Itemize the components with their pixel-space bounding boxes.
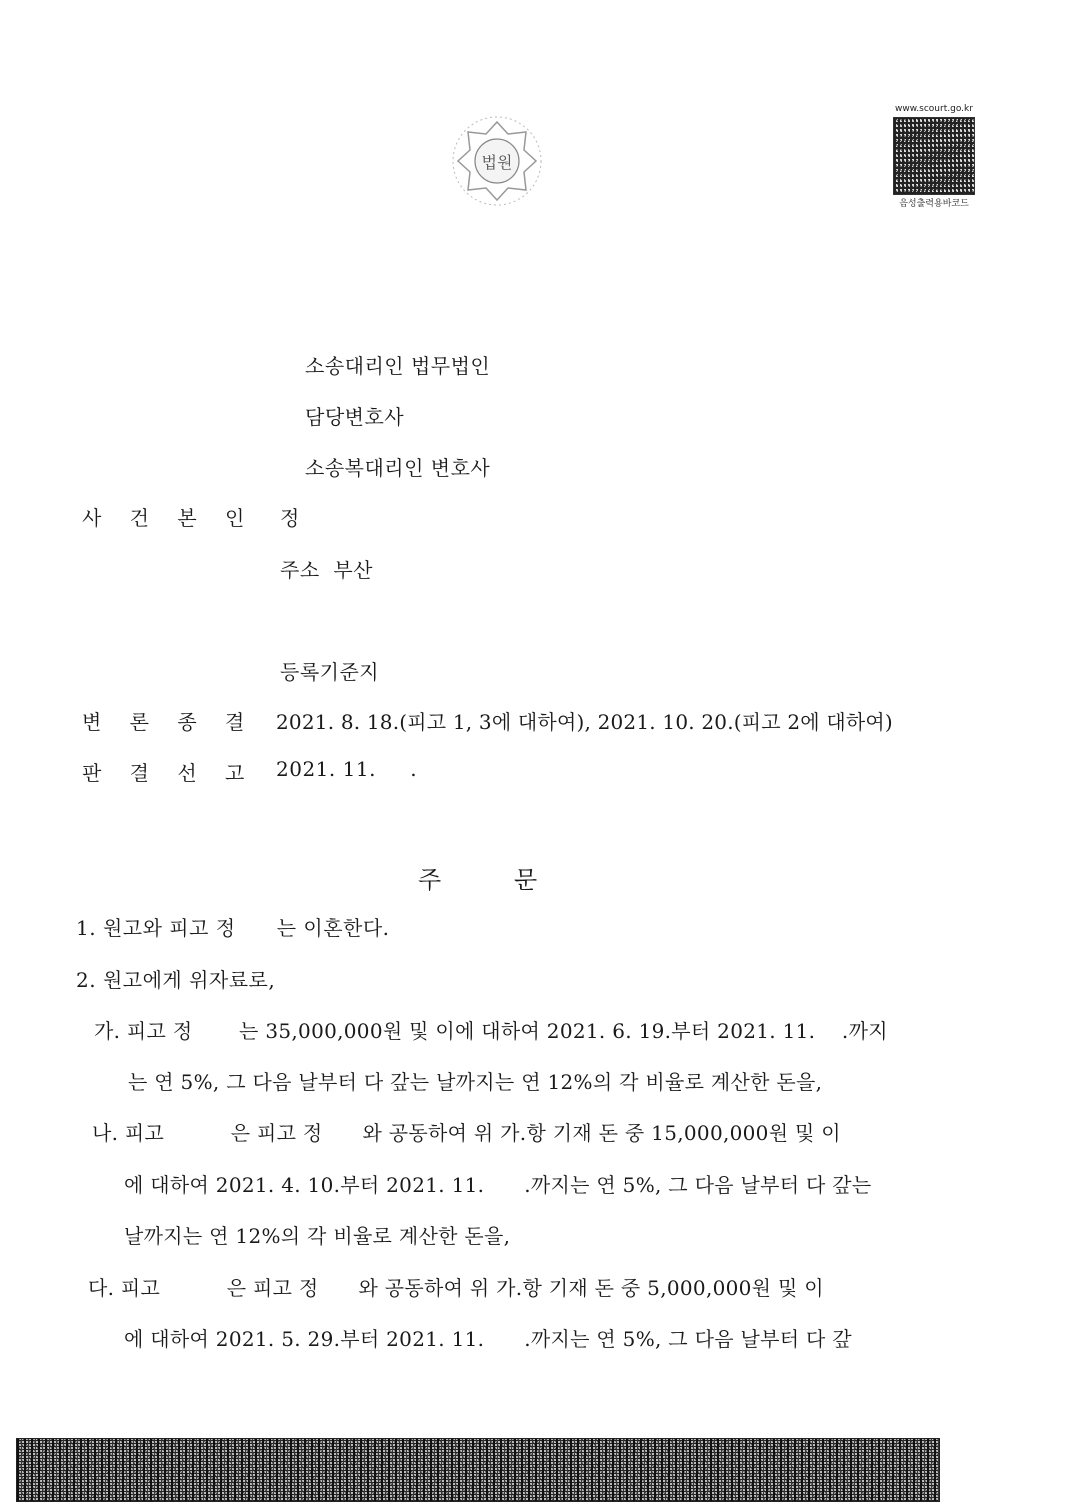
closing-value: 2021. 8. 18.(피고 1, 3에 대하여), 2021. 10. 20.(피고 2에 대하여) <box>276 710 893 734</box>
judgment-label: 판 결 선 고 <box>82 761 256 785</box>
closing-label: 변 론 종 결 <box>82 710 256 734</box>
lawyer-in-charge: 담당변호사 <box>305 405 405 429</box>
order-title-right: 문 <box>514 866 538 894</box>
order-line: 는 연 5%, 그 다음 날부터 다 갚는 날까지는 연 12%의 각 비율로 계산한 돈을, <box>128 1070 823 1094</box>
bottom-barcode <box>16 1438 940 1502</box>
order-line: 1. 원고와 피고 정 는 이혼한다. <box>76 916 390 940</box>
registration-line: 등록기준지 <box>280 660 380 684</box>
order-line: 에 대하여 2021. 4. 10.부터 2021. 11. .까지는 연 5%, 그 다음 날부터 다 갚는 <box>124 1173 872 1197</box>
court-seal <box>448 112 546 210</box>
order-line: 2. 원고에게 위자료로, <box>76 968 276 992</box>
order-title-left: 주 <box>418 866 442 894</box>
order-line: 나. 피고 은 피고 정 와 공동하여 위 가.항 기재 돈 중 15,000,000원 및 이 <box>92 1121 841 1145</box>
order-line: 다. 피고 은 피고 정 와 공동하여 위 가.항 기재 돈 중 5,000,000원 및 이 <box>88 1276 824 1300</box>
judgment-value: 2021. 11. . <box>276 757 418 781</box>
principal-label: 사 건 본 인 <box>82 506 256 530</box>
order-line: 가. 피고 정 는 35,000,000원 및 이에 대하여 2021. 6. 19.부터 2021. 11. .까지 <box>94 1019 888 1043</box>
seal-text: 법원 <box>481 153 513 172</box>
order-line: 날까지는 연 12%의 각 비율로 계산한 돈을, <box>124 1224 511 1248</box>
agent-firm: 소송대리인 법무법인 <box>305 354 491 378</box>
qr-code <box>893 117 975 195</box>
qr-caption: 음성출력용바코드 <box>899 199 969 209</box>
principal-name: 정 <box>280 506 300 530</box>
order-line: 에 대하여 2021. 5. 29.부터 2021. 11. .까지는 연 5%, 그 다음 날부터 다 갚 <box>124 1327 852 1351</box>
address-line: 주소 부산 <box>280 558 373 582</box>
qr-url: www.scourt.go.kr <box>895 104 973 114</box>
sub-agent: 소송복대리인 변호사 <box>305 456 491 480</box>
